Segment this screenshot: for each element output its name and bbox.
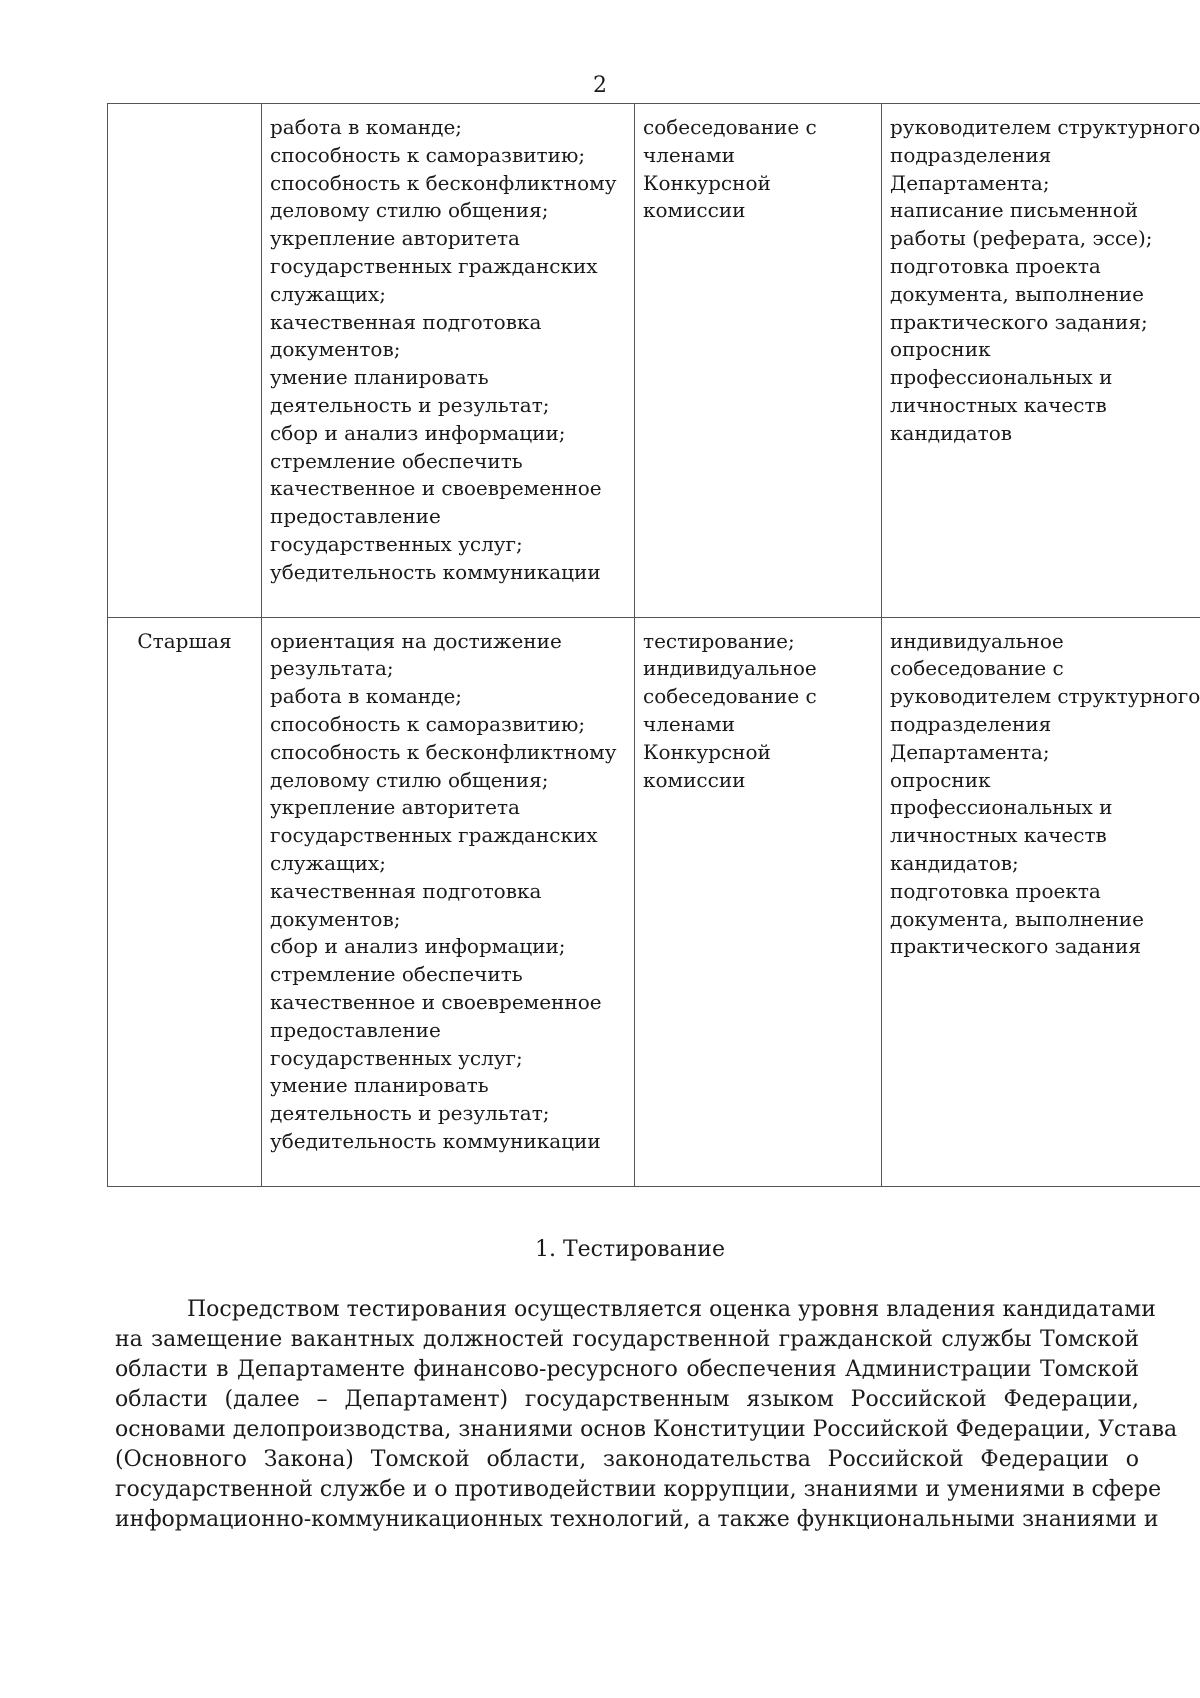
table-row (108, 104, 1200, 618)
cell-line: деловому стилю общения; (270, 767, 549, 792)
cell-line: государственных услуг; (270, 531, 523, 556)
body-paragraph (115, 1295, 1178, 1535)
cell-line: убедительность коммуникации (270, 1128, 601, 1153)
cell-line: подготовка проекта (890, 253, 1101, 278)
cell-line: качественное и своевременное (270, 989, 602, 1014)
cell-line: убедительность коммуникации (270, 559, 601, 584)
cell-line: работы (реферата, эссе); (890, 226, 1153, 251)
cell-line: опросник (890, 767, 991, 792)
cell-line: руководителем структурного (890, 684, 1200, 709)
level-cell: Старшая (108, 617, 262, 1186)
paragraph-line: информационно-коммуникационных технологий, а также функциональными знаниями и (115, 1507, 1159, 1532)
cell-line: практического задания (890, 934, 1141, 959)
cell-line: стремление обеспечить (270, 962, 523, 987)
table-row (108, 617, 1200, 1186)
cell-line: укрепление авторитета (270, 795, 520, 820)
competencies-cell (262, 104, 635, 618)
cell-line: способность к саморазвитию; (270, 142, 586, 167)
cell-line: кандидатов; (890, 850, 1019, 875)
competency-table (107, 103, 1200, 1187)
cell-line: комиссии (643, 767, 746, 792)
cell-line: результата; (270, 656, 394, 681)
cell-line: опросник (890, 337, 991, 362)
cell-line: служащих; (270, 281, 386, 306)
cell-line: Конкурсной (643, 170, 771, 195)
cell-line: Департамента; (890, 170, 1050, 195)
cell-line: умение планировать (270, 365, 489, 390)
cell-line: подразделения (890, 711, 1052, 736)
cell-line: тестирование; (643, 628, 795, 653)
cell-line: личностных качеств (890, 392, 1107, 417)
cell-line: личностных качеств (890, 823, 1107, 848)
cell-line: Конкурсной (643, 739, 771, 764)
paragraph-line: Посредством тестирования осуществляется оценка уровня владения кандидатами (187, 1297, 1156, 1322)
level-cell (108, 104, 262, 618)
cell-line: предоставление (270, 504, 441, 529)
cell-line: сбор и анализ информации; (270, 934, 566, 959)
paragraph-line: (Основного Закона) Томской области, законодательства Российской Федерации о (115, 1447, 1139, 1472)
cell-line: собеседование с (643, 684, 817, 709)
cell-line: профессиональных и (890, 365, 1113, 390)
cell-line: Департамента; (890, 739, 1050, 764)
cell-line: собеседование с (890, 656, 1064, 681)
cell-line: членами (643, 711, 735, 736)
cell-line: индивидуальное (643, 656, 817, 681)
cell-line: деятельность и результат; (270, 1101, 550, 1126)
cell-line: документов; (270, 906, 401, 931)
cell-line: служащих; (270, 850, 386, 875)
cell-line: деятельность и результат; (270, 392, 550, 417)
cell-line: деловому стилю общения; (270, 198, 549, 223)
cell-line: членами (643, 142, 735, 167)
cell-line: написание письменной (890, 198, 1139, 223)
cell-line: укрепление авторитета (270, 226, 520, 251)
cell-line: индивидуальное (890, 628, 1064, 653)
cell-line: сбор и анализ информации; (270, 420, 566, 445)
cell-line: качественная подготовка (270, 309, 542, 334)
cell-line: способность к бесконфликтному (270, 170, 617, 195)
cell-line: кандидатов (890, 420, 1013, 445)
cell-line: государственных услуг; (270, 1045, 523, 1070)
cell-line: качественное и своевременное (270, 476, 602, 501)
cell-line: документа, выполнение (890, 906, 1144, 931)
cell-line: руководителем структурного (890, 115, 1200, 139)
cell-line: стремление обеспечить (270, 448, 523, 473)
cell-line: практического задания; (890, 309, 1148, 334)
paragraph-line: государственной службе и о противодействии коррупции, знаниями и умениями в сфере (115, 1477, 1162, 1502)
cell-line: документа, выполнение (890, 281, 1144, 306)
cell-line: способность к саморазвитию; (270, 711, 586, 736)
paragraph-line: области (далее – Департамент) государственным языком Российской Федерации, (115, 1387, 1139, 1412)
cell-line: государственных гражданских (270, 253, 598, 278)
contest-methods-cell (635, 617, 882, 1186)
cell-line: собеседование с (643, 115, 817, 139)
cell-line: ориентация на достижение (270, 628, 562, 653)
cell-line: профессиональных и (890, 795, 1113, 820)
cell-line: документов; (270, 337, 401, 362)
cell-line: подразделения (890, 142, 1052, 167)
cell-line: работа в команде; (270, 684, 463, 709)
cell-line: предоставление (270, 1017, 441, 1042)
paragraph-line: области в Департаменте финансово-ресурсного обеспечения Администрации Томской (115, 1357, 1139, 1382)
cell-line: способность к бесконфликтному (270, 739, 617, 764)
paragraph-line: основами делопроизводства, знаниями основ Конституции Российской Федерации, Устава (115, 1417, 1178, 1442)
cell-line: государственных гражданских (270, 823, 598, 848)
competencies-cell (262, 617, 635, 1186)
evaluation-methods-cell (882, 617, 1200, 1186)
cell-line: качественная подготовка (270, 878, 542, 903)
cell-line: подготовка проекта (890, 878, 1101, 903)
cell-line: умение планировать (270, 1073, 489, 1098)
page-number: 2 (593, 73, 607, 98)
contest-methods-cell (635, 104, 882, 618)
cell-line: комиссии (643, 198, 746, 223)
evaluation-methods-cell (882, 104, 1200, 618)
paragraph-line: на замещение вакантных должностей государственной гражданской службы Томской (115, 1327, 1139, 1352)
section-heading: 1. Тестирование (534, 1237, 725, 1262)
cell-line: работа в команде; (270, 115, 463, 139)
